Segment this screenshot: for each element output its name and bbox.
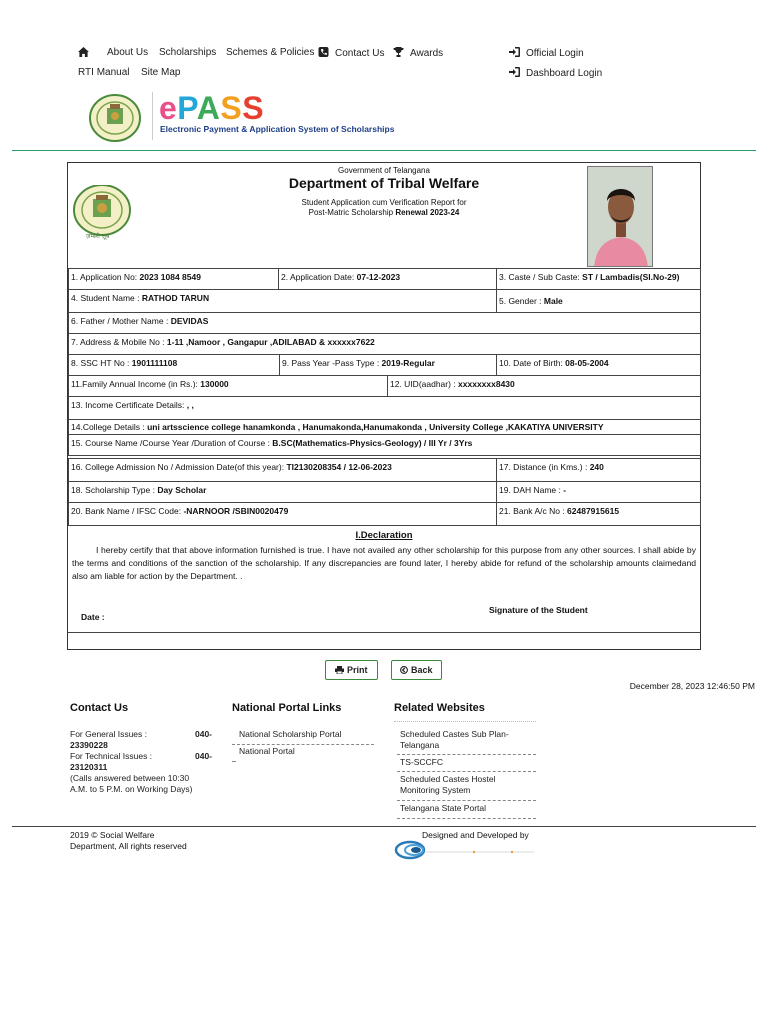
application-no-field: [68, 268, 279, 290]
declaration-title: I.Declaration: [355, 530, 413, 541]
timestamp: December 28, 2023 12:46:50 PM: [629, 681, 755, 691]
department-title: Department of Tribal Welfare: [288, 175, 480, 191]
bank-value: -NARNOOR /SBIN0020479: [183, 506, 289, 516]
home-link[interactable]: [78, 47, 95, 59]
nav-contact-us-label: Contact Us: [335, 48, 385, 59]
college-label: 14.College Details :: [71, 422, 148, 432]
ts-sccfc-link[interactable]: TS-SCCFC: [400, 757, 443, 767]
dashboard-login-link[interactable]: [509, 67, 602, 79]
dah-label: 19. DAH Name :: [499, 485, 564, 495]
distance-label: 17. Distance (in Kms.) :: [499, 462, 590, 472]
address-field: [68, 333, 701, 355]
gender-label: 5. Gender :: [499, 296, 544, 306]
income-cert-value: , ,: [186, 400, 194, 410]
ssc-label: 8. SSC HT No :: [71, 358, 132, 368]
income-field: [68, 375, 388, 397]
scholarship-type-value: Day Scholar: [157, 485, 207, 495]
admission-label: 16. College Admission No / Admission Date(of this year):: [71, 462, 287, 472]
pass-year-label: 9. Pass Year -Pass Type :: [282, 358, 382, 368]
bank-label: 20. Bank Name / IFSC Code:: [71, 506, 184, 516]
link-separator: [232, 761, 236, 762]
nav-awards-label: Awards: [410, 48, 444, 59]
technical-phone: 23120311: [70, 762, 108, 772]
report-scheme: Post-Matric Scholarship: [308, 208, 396, 217]
telangana-seal-logo[interactable]: [88, 94, 142, 142]
official-login-label: Official Login: [526, 48, 584, 59]
contact-us-title: Contact Us: [70, 702, 129, 714]
signature-label: Signature of the Student: [489, 605, 588, 615]
nav-awards[interactable]: [393, 47, 443, 59]
income-cert-field: [68, 396, 701, 420]
course-label: 15. Course Name /Course Year /Duration of Course :: [71, 438, 273, 448]
nav-scholarships[interactable]: Scholarships: [159, 47, 217, 58]
course-field: [68, 434, 701, 456]
footer-divider: [12, 826, 756, 827]
dob-field: [496, 354, 701, 376]
account-no-value: 62487915615: [567, 506, 620, 516]
dashboard-login-label: Dashboard Login: [526, 68, 603, 79]
print-button[interactable]: [325, 660, 378, 680]
national-portal-link[interactable]: National Portal: [239, 746, 295, 756]
gender-field: [496, 289, 701, 313]
copyright: [70, 830, 187, 852]
call-hours-1: (Calls answered between 10:30: [70, 773, 190, 783]
seal-caption: ज़म्बरी ज़ूब: [86, 234, 110, 240]
sign-in-icon: [509, 47, 520, 57]
dob-value: 08-05-2004: [565, 358, 609, 368]
student-name-field: [68, 289, 497, 313]
date-label: Date :: [81, 612, 105, 622]
admission-value: TI2130208354 / 12-06-2023: [286, 462, 392, 472]
application-date-label: 2. Application Date:: [281, 272, 357, 282]
national-scholarship-portal-link[interactable]: National Scholarship Portal: [239, 729, 342, 739]
back-button[interactable]: [391, 660, 442, 680]
application-report: [67, 162, 701, 650]
account-no-label: 21. Bank A/c No :: [499, 506, 568, 516]
gender-value: Male: [543, 296, 563, 306]
general-phone-prefix: 040-: [194, 729, 212, 739]
application-no-label: 1. Application No:: [71, 272, 140, 282]
cgg-logo[interactable]: [394, 840, 536, 860]
admission-field: [68, 458, 497, 482]
parent-name-field: [68, 312, 701, 334]
college-value: uni artsscience college hanamkonda , Hanumakonda,Hanumakonda , University College ,KAKATIYA UNIVERSITY: [147, 422, 604, 432]
pass-year-value: 2019-Regular: [381, 358, 435, 368]
copyright-line-2: Department, All rights reserved: [70, 841, 187, 851]
call-hours-2: A.M. to 5 P.M. on Working Days): [70, 784, 193, 794]
epass-logo[interactable]: ePASS: [159, 90, 265, 126]
sc-hostel-monitoring-link[interactable]: Scheduled Castes Hostel Monitoring System: [400, 774, 496, 795]
scholarship-type-label: 18. Scholarship Type :: [71, 485, 158, 495]
official-login-link[interactable]: [509, 47, 584, 59]
home-icon: [78, 47, 89, 57]
general-phone: 23390228: [70, 740, 108, 750]
nav-contact-us[interactable]: [318, 47, 384, 59]
link-separator: [397, 800, 536, 801]
dob-label: 10. Date of Birth:: [499, 358, 566, 368]
back-arrow-icon: [400, 666, 408, 674]
income-value: 130000: [200, 379, 229, 389]
brand-tagline: Electronic Payment & Application System of Scholarships: [160, 124, 395, 134]
nav-about-us[interactable]: About Us: [107, 47, 149, 58]
distance-value: 240: [589, 462, 604, 472]
application-date-field: [278, 268, 497, 290]
uid-field: [387, 375, 701, 397]
link-separator: [397, 754, 536, 755]
header-divider: [12, 150, 756, 151]
nav-rti-manual[interactable]: RTI Manual: [78, 67, 130, 78]
uid-label: 12. UID(aadhar) :: [390, 379, 459, 389]
designed-by-label: Designed and Developed by: [422, 830, 529, 840]
link-separator: [397, 771, 536, 772]
income-label: 11.Family Annual Income (in Rs.):: [71, 379, 201, 389]
nav-schemes-policies[interactable]: Schemes & Policies: [226, 47, 315, 58]
link-separator: [394, 721, 536, 722]
print-icon: [335, 666, 344, 674]
ssc-value: 1901111108: [131, 358, 178, 368]
copyright-line-1: 2019 © Social Welfare: [70, 830, 155, 840]
address-value: 1-11 ,Namoor , Gangapur ,ADILABAD & xxxxxx7622: [166, 337, 375, 347]
related-websites-title: Related Websites: [394, 702, 485, 714]
general-issues-label: For General Issues :: [70, 729, 148, 739]
dah-field: [496, 481, 701, 503]
income-cert-label: 13. Income Certificate Details:: [71, 400, 187, 410]
brand-divider: [152, 92, 153, 140]
application-date-value: 07-12-2023: [356, 272, 401, 282]
student-name-label: 4. Student Name :: [71, 293, 142, 303]
govt-label: Government of Telangana: [338, 166, 430, 175]
ssc-field: [68, 354, 280, 376]
technical-issues-label: For Technical Issues :: [70, 751, 153, 761]
contact-info: [70, 729, 212, 795]
caste-label: 3. Caste / Sub Caste:: [499, 272, 583, 282]
uid-value: xxxxxxxx8430: [458, 379, 515, 389]
trophy-icon: [393, 47, 404, 57]
sc-sub-plan-link[interactable]: Scheduled Castes Sub Plan-Telangana: [400, 729, 509, 750]
telangana-state-portal-link[interactable]: Telangana State Portal: [400, 803, 487, 813]
caste-field: [496, 268, 701, 290]
nav-site-map[interactable]: Site Map: [141, 67, 181, 78]
technical-phone-prefix: 040-: [194, 751, 212, 761]
dah-value: -: [563, 485, 567, 495]
form-bottom-divider: [68, 632, 700, 633]
link-separator: [232, 744, 374, 745]
national-portal-title: National Portal Links: [232, 702, 342, 714]
parent-name-label: 6. Father / Mother Name :: [71, 316, 171, 326]
sign-in-icon: [509, 67, 520, 77]
print-button-label: Print: [347, 665, 368, 675]
application-no-value: 2023 1084 8549: [139, 272, 201, 282]
parent-name-value: DEVIDAS: [170, 316, 209, 326]
report-renewal: Renewal 2023-24: [395, 208, 460, 217]
address-label: 7. Address & Mobile No :: [71, 337, 167, 347]
bank-field: [68, 502, 497, 526]
student-name-value: RATHOD TARUN: [141, 293, 210, 303]
student-photo: [587, 166, 653, 267]
back-button-label: Back: [411, 665, 433, 675]
pass-year-field: [279, 354, 497, 376]
account-no-field: [496, 502, 701, 526]
link-separator: [397, 818, 536, 819]
scholarship-type-field: [68, 481, 497, 503]
course-value: B.SC(Mathematics-Physics-Geology) / III Yr / 3Yrs: [272, 438, 473, 448]
declaration-text: I hereby certify that that above information furnished is true. I have not availed any other scholarship for this purpose from any other sources. I shall abide by the terms and conditions of the sanction of the scholarship. If any discrepancies are found later, I hereby abide for refund of the scholarship amounts claimedand also am liable for action by the Department. .: [72, 545, 696, 581]
caste-value: ST / Lambadis(Sl.No-29): [582, 272, 680, 282]
phone-icon: [318, 47, 329, 57]
distance-field: [496, 458, 701, 482]
college-field: [68, 419, 701, 435]
report-subtitle: Student Application cum Verification Report for: [301, 198, 467, 207]
